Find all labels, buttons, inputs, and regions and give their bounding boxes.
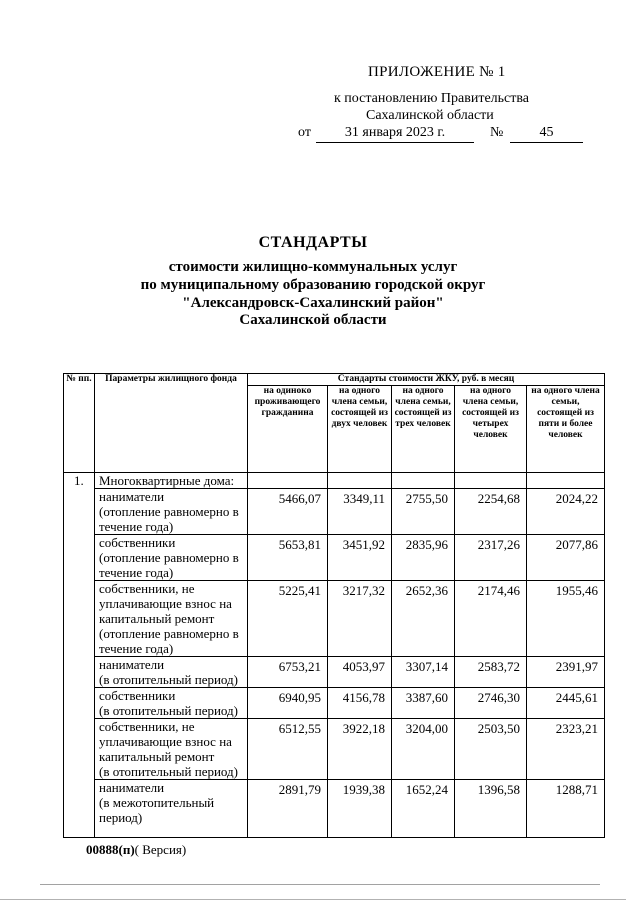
row-value: 2652,36 xyxy=(392,581,455,657)
row-value: 3349,11 xyxy=(328,489,392,535)
standards-table xyxy=(63,373,605,838)
subtitle-line2: по муниципальному образованию городской округ xyxy=(140,277,486,293)
table-row xyxy=(64,688,605,719)
row-label: наниматели (в межотопительный период) xyxy=(95,780,248,838)
scan-noise-line xyxy=(40,884,600,885)
header-standards-group: Стандарты стоимости ЖКУ, руб. в месяц xyxy=(248,374,605,386)
table-row xyxy=(64,657,605,688)
header-family-5plus: на одного члена семьи, состоящей из пяти и более человек xyxy=(527,386,605,473)
row-value: 6753,21 xyxy=(248,657,328,688)
table-row xyxy=(64,581,605,657)
document-code: 00888(п) xyxy=(86,842,135,857)
row-value: 2755,50 xyxy=(392,489,455,535)
appendix-title: ПРИЛОЖЕНИЕ № 1 xyxy=(368,64,506,80)
header-params: Параметры жилищного фонда xyxy=(95,374,248,473)
subtitle-line1: стоимости жилищно-коммунальных услуг xyxy=(168,259,458,275)
row-value: 2317,26 xyxy=(455,535,527,581)
row-value: 2746,30 xyxy=(455,688,527,719)
header-single: на одиноко проживающего гражданина xyxy=(248,386,328,473)
row-value: 2254,68 xyxy=(455,489,527,535)
row-value: 3451,92 xyxy=(328,535,392,581)
row-value: 6940,95 xyxy=(248,688,328,719)
scan-noise-line xyxy=(0,899,626,900)
row-value: 1396,58 xyxy=(455,780,527,838)
row-value: 5653,81 xyxy=(248,535,328,581)
row-value: 1288,71 xyxy=(527,780,605,838)
decree-reference-line2: Сахалинской области xyxy=(366,108,494,123)
section-label: Многоквартирные дома: xyxy=(95,473,248,489)
row-value: 2835,96 xyxy=(392,535,455,581)
row-label: собственники (отопление равномерно в течение года) xyxy=(95,535,248,581)
row-value: 1939,38 xyxy=(328,780,392,838)
row-value: 4156,78 xyxy=(328,688,392,719)
subtitle-line4: Сахалинской области xyxy=(239,312,387,328)
header-number: № пп. xyxy=(64,374,95,473)
from-label: от xyxy=(298,125,311,140)
row-label: наниматели (в отопительный период) xyxy=(95,657,248,688)
header-family-2: на одного члена семьи, состоящей из двух человек xyxy=(328,386,392,473)
table-row xyxy=(64,535,605,581)
row-label: собственники, не уплачивающие взнос на капитальный ремонт (в отопительный период) xyxy=(95,719,248,780)
decree-number: 45 xyxy=(510,125,583,143)
row-value: 2323,21 xyxy=(527,719,605,780)
number-label: № xyxy=(490,125,504,140)
row-value: 2503,50 xyxy=(455,719,527,780)
row-value: 2583,72 xyxy=(455,657,527,688)
header-family-3: на одного члена семьи, состоящей из трех человек xyxy=(392,386,455,473)
row-value: 2174,46 xyxy=(455,581,527,657)
row-value: 6512,55 xyxy=(248,719,328,780)
table-row xyxy=(64,489,605,535)
row-label: наниматели (отопление равномерно в течение года) xyxy=(95,489,248,535)
row-value: 3204,00 xyxy=(392,719,455,780)
row-label: собственники (в отопительный период) xyxy=(95,688,248,719)
row-value: 2024,22 xyxy=(527,489,605,535)
row-value: 3217,32 xyxy=(328,581,392,657)
row-label: собственники, не уплачивающие взнос на капитальный ремонт (отопление равномерно в течение года) xyxy=(95,581,248,657)
decree-date-row xyxy=(298,125,588,145)
row-value: 2391,97 xyxy=(527,657,605,688)
row-value: 4053,97 xyxy=(328,657,392,688)
table-row xyxy=(64,780,605,838)
header-family-4: на одного члена семьи, состоящей из четырех человек xyxy=(455,386,527,473)
row-value: 3922,18 xyxy=(328,719,392,780)
section-number: 1. xyxy=(64,473,95,838)
row-value: 5466,07 xyxy=(248,489,328,535)
row-value: 1652,24 xyxy=(392,780,455,838)
row-value: 1955,46 xyxy=(527,581,605,657)
row-value: 2891,79 xyxy=(248,780,328,838)
row-value: 5225,41 xyxy=(248,581,328,657)
row-value: 2077,86 xyxy=(527,535,605,581)
footer-code xyxy=(86,842,186,858)
table-row xyxy=(64,719,605,780)
row-value: 2445,61 xyxy=(527,688,605,719)
version-label: ( Версия) xyxy=(134,842,187,857)
document-title: СТАНДАРТЫ xyxy=(258,234,368,251)
row-value: 3387,60 xyxy=(392,688,455,719)
row-value: 3307,14 xyxy=(392,657,455,688)
subtitle-line3: "Александровск-Сахалинский район" xyxy=(182,295,444,311)
decree-date: 31 января 2023 г. xyxy=(316,125,474,143)
decree-reference-line1: к постановлению Правительства xyxy=(334,91,530,106)
